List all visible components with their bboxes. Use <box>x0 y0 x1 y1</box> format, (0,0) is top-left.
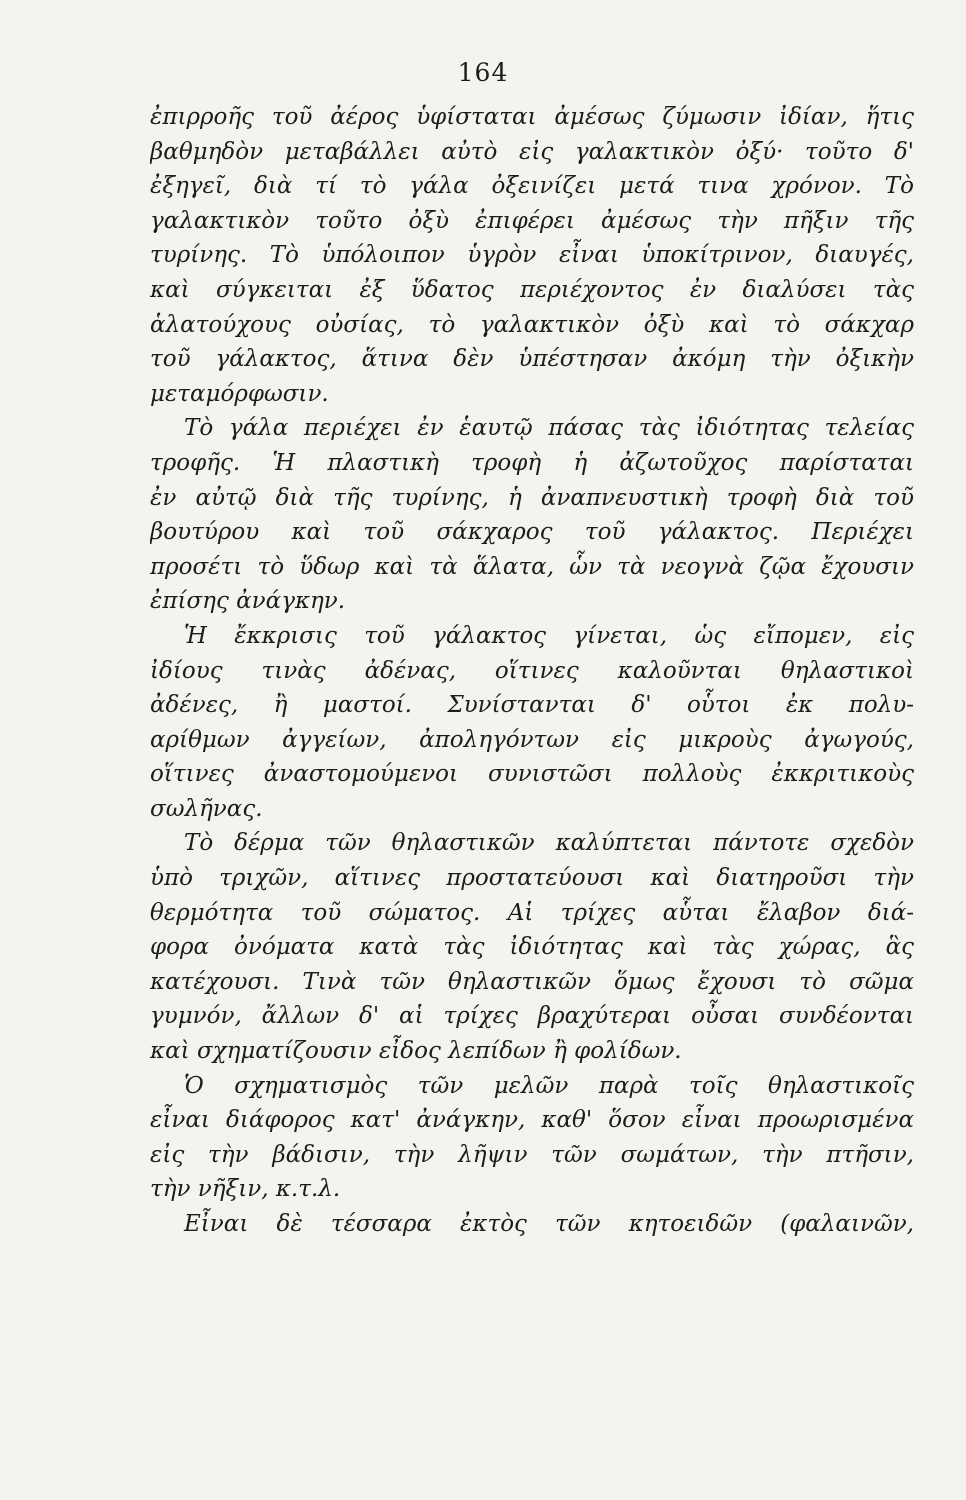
text-line: προσέτι τὸ ὕδωρ καὶ τὰ ἅλατα, ὧν τὰ νεογνὰ ζῷα ἔχουσιν <box>150 553 914 580</box>
text-line: θερμότητα τοῦ σώματος. Αἱ τρίχες αὗται ἔλαβον διά- <box>150 899 914 926</box>
text-line: καὶ σχηματίζουσιν εἶδος λεπίδων ἢ φολίδων. <box>150 1038 682 1065</box>
text-line: οἵτινες ἀναστομούμενοι συνιστῶσι πολλοὺς ἐκκριτικοὺς <box>150 761 914 788</box>
text-line: ἁλατούχους οὐσίας, τὸ γαλακτικὸν ὀξὺ καὶ τὸ σάκχαρ <box>150 311 914 338</box>
text-line: φορα ὀνόματα κατὰ τὰς ἰδιότητας καὶ τὰς χώρας, ἃς <box>150 934 914 961</box>
text-line: γυμνόν, ἄλλων δ' αἱ τρίχες βραχύτεραι οὖσαι συνδέονται <box>150 1003 914 1030</box>
paragraph-start-line: Εἶναι δὲ τέσσαρα ἐκτὸς τῶν κητοειδῶν (φαλαινῶν, <box>184 1211 914 1237</box>
text-line: ἐπιρροῆς τοῦ ἀέρος ὑφίσταται ἀμέσως ζύμωσιν ἰδίαν, ἥτις <box>150 104 914 130</box>
body-text <box>150 100 914 1242</box>
text-line: γαλακτικὸν τοῦτο ὀξὺ ἐπιφέρει ἀμέσως τὴν πῆξιν τῆς <box>150 207 914 234</box>
paragraph-start-line: Ἡ ἔκκρισις τοῦ γάλακτος γίνεται, ὡς εἴπομεν, εἰς <box>184 622 914 649</box>
text-line: βαθμηδὸν μεταβάλλει αὐτὸ εἰς γαλακτικὸν ὀξύ· τοῦτο δ' <box>150 138 914 165</box>
text-line: ἰδίους τινὰς ἀδένας, οἵτινες καλοῦνται θηλαστικοὶ <box>150 657 914 684</box>
text-line: ἐξηγεῖ, διὰ τί τὸ γάλα ὀξεινίζει μετά τινα χρόνον. Τὸ <box>150 173 914 200</box>
text-line: σωλῆνας. <box>150 795 263 822</box>
text-line: κατέχουσι. Τινὰ τῶν θηλαστικῶν ὅμως ἔχουσι τὸ σῶμα <box>150 968 914 995</box>
paragraph-start-line: Τὸ γάλα περιέχει ἐν ἑαυτῷ πάσας τὰς ἰδιότητας τελείας <box>184 415 914 442</box>
text-line: ὑπὸ τριχῶν, αἵτινες προστατεύουσι καὶ διατηροῦσι τὴν <box>150 865 914 892</box>
text-line: τοῦ γάλακτος, ἅτινα δὲν ὑπέστησαν ἀκόμη τὴν ὀξικὴν <box>150 346 914 373</box>
text-line: ἐπίσης ἀνάγκην. <box>150 588 346 615</box>
text-line: αρίθμων ἀγγείων, ἀποληγόντων εἰς μικροὺς ἀγωγούς, <box>150 726 914 753</box>
text-line: βουτύρου καὶ τοῦ σάκχαρος τοῦ γάλακτος. Περιέχει <box>150 519 914 546</box>
text-line: τροφῆς. Ἡ πλαστικὴ τροφὴ ἡ ἀζωτοῦχος παρίσταται <box>150 449 914 476</box>
text-line: τὴν νῆξιν, κ.τ.λ. <box>150 1176 341 1203</box>
text-line: μεταμόρφωσιν. <box>150 380 329 407</box>
paragraph-start-line: Ὁ σχηματισμὸς τῶν μελῶν παρὰ τοῖς θηλαστικοῖς <box>184 1072 914 1099</box>
text-line: ἀδένες, ἢ μαστοί. Συνίστανται δ' οὗτοι ἐκ πολυ- <box>150 692 914 719</box>
text-line: ἐν αὐτῷ διὰ τῆς τυρίνης, ἡ ἀναπνευστικὴ τροφὴ διὰ τοῦ <box>150 484 914 511</box>
text-line: τυρίνης. Τὸ ὑπόλοιπον ὑγρὸν εἶναι ὑποκίτρινον, διαυγές, <box>150 242 914 269</box>
text-line: καὶ σύγκειται ἐξ ὕδατος περιέχοντος ἐν διαλύσει τὰς <box>150 276 914 303</box>
text-line: εἶναι διάφορος κατ' ἀνάγκην, καθ' ὅσον εἶναι προωρισμένα <box>150 1107 914 1134</box>
paragraph-start-line: Τὸ δέρμα τῶν θηλαστικῶν καλύπτεται πάντοτε σχεδὸν <box>184 830 914 857</box>
text-line: εἰς τὴν βάδισιν, τὴν λῆψιν τῶν σωμάτων, τὴν πτῆσιν, <box>150 1141 914 1168</box>
page-number: 164 <box>457 58 509 87</box>
